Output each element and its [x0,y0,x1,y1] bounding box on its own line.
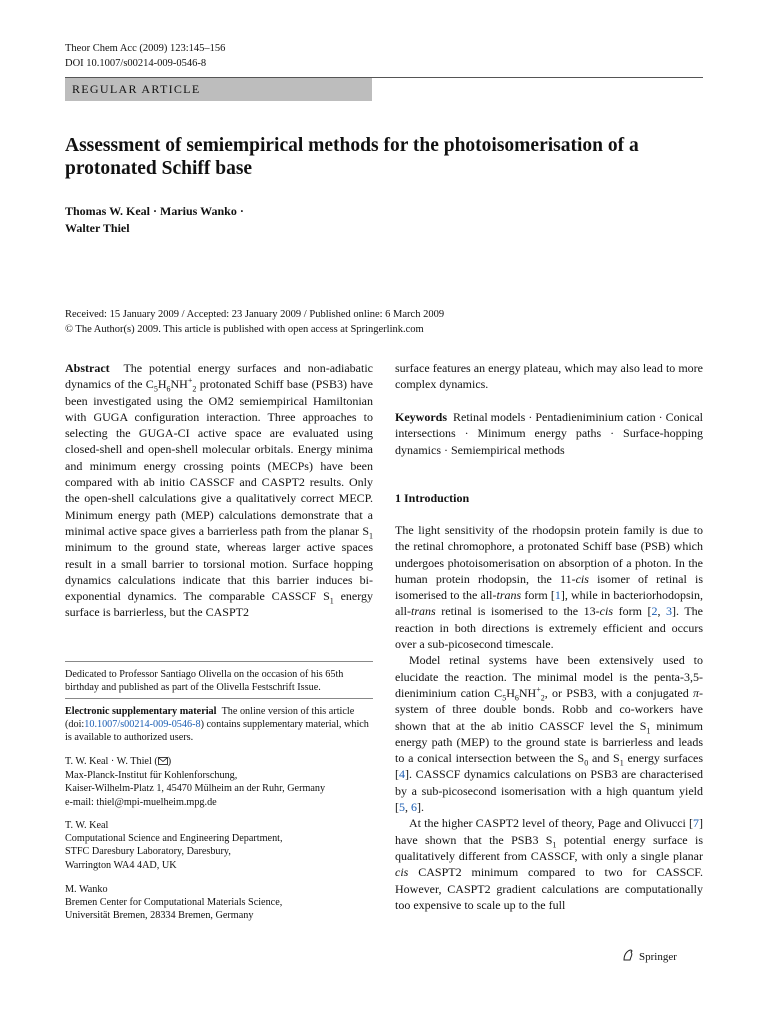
affiliation-2: T. W. Keal Computational Science and Engineering Department, STFC Daresbury Laboratory, Daresbury, Warrington WA4 4AD, UK [65,820,283,871]
section-heading-introduction: 1 Introduction [395,491,470,505]
contact-email[interactable]: e-mail: thiel@mpi-muelheim.mpg.de [65,796,217,808]
springer-horse-icon [621,948,635,965]
abstract-label: Abstract [65,361,110,375]
author-line-1: Thomas W. Keal · Marius Wanko · [65,204,244,218]
abstract-continued: surface features an energy plateau, which may also lead to more complex dynamics. [395,361,703,392]
received-dates: Received: 15 January 2009 / Accepted: 23 January 2009 / Published online: 6 March 2009 [65,309,445,320]
intro-paragraph-2: Model retinal systems have been extensively used to elucidate the reaction. The minimal model is the penta-3,5-dieniminium cation $C_5H_6NH^+_2$, or PSB3, with a conjugated π-system of three double bonds. Robb and co-workers have shown that at the ab initio CASSCF level the $S_1$ minimum energy path (MEP) to the ground state is barrierless and leads to a conical intersection between the $S_0$ and $S_1$ energy surfaces [4]. CASSCF dynamics calculations on PSB3 are characterised by a sub-picosecond isomerisation with a high quantum yield [5, 6]. [395,653,704,815]
keywords: Keywords Retinal models · Pentadieniminium cation · Conical intersections · Minimum energy paths · Surface-hopping dynamics · Semiempirical methods [395,410,703,457]
article-title: Assessment of semiempirical methods for the photoisomerisation of a protonated Schiff base [65,135,639,179]
publisher-logo [621,948,677,965]
citation-link[interactable]: 5 [399,800,405,815]
footnote-divider [65,661,373,662]
citation-link[interactable]: 7 [693,816,699,831]
citation-link[interactable]: 6 [411,800,417,815]
publisher-name: Springer [639,950,677,963]
intro-paragraph-3: At the higher CASPT2 level of theory, Page and Olivucci [7] have shown that the PSB3 $S_1$ potential energy surface is qualitatively different from CASSCF, with only a single planar cis CASPT2 minimum compared to two for CASSCF. However, CASPT2 gradient calculations are computationally too expensive to scale up to the full [395,816,703,912]
abstract: Abstract The potential energy surfaces and non-adiabatic dynamics of the $C_5H_6NH^+_2$ protonated Schiff base (PSB3) have been investigated using the OM2 semiempirical Hamiltonian with GUGA configuration interaction. Three approaches to selecting the GUGA-CI active space are evaluated using closed-shell and open-shell molecular orbitals. Energy minima and minimum energy crossing points (MECPs) have been compared with ab initio CASSCF and CASPT2 results. Only the open-shell calculations give a qualitatively correct MECP. Minimum energy path (MEP) calculations demonstrate that a minimal active space gives a barrierless path from the planar $S_1$ minimum to the ground state, whereas larger active spaces result in a small barrier to torsional motion. Surface hopping dynamics calculations indicate that this barrier induces bi-exponential dynamics. The comparable CASSCF $S_1$ energy surface is barrierless, but the CASPT2 [65,361,374,620]
introduction-body [395,522,703,913]
dedication-note: Dedicated to Professor Santiago Olivella on the occasion of his 65th birthday and published as part of the Olivella Festschrift Issue. [65,669,344,694]
citation-link[interactable]: 1 [554,588,561,603]
esm-doi-link[interactable]: 10.1007/s00214-009-0546-8 [84,719,201,731]
keywords-label: Keywords [395,410,447,424]
copyright-line: © The Author(s) 2009. This article is published with open access at Springerlink.com [65,324,424,335]
footnote-divider [65,698,373,699]
doi: DOI 10.1007/s00214-009-0546-8 [65,58,207,69]
publication-history [65,307,705,337]
citation-link[interactable]: 4 [399,767,405,782]
intro-paragraph-1: The light sensitivity of the rhodopsin protein family is due to the retinal chromophore, a protonated Schiff base (PSB) which undergoes photoisomerisation on absorption of a photon. In the human protein rhodopsin, the 11-cis isomer of retinal is isomerised to the all-trans form [1], while in bacteriorhodopsin, all-trans retinal is isomerised to the 13-cis form [2, 3]. The reaction in both directions is extremely efficient and occurs over a sub-picosecond timescale. [395,523,704,652]
affiliation-3: M. Wanko Bremen Center for Computational Materials Science, Universität Bremen, 28334 Bremen, Germany [65,884,283,922]
supplementary-note: Electronic supplementary material The online version of this article (doi:10.1007/s00214-009-0546-8) contains supplementary material, which is available to authorized users. [65,706,369,744]
citation-link[interactable]: 3 [666,604,673,619]
journal-citation: Theor Chem Acc (2009) 123:145–156 [65,43,226,54]
author-line-2: Walter Thiel [65,221,130,235]
article-type-bar: REGULAR ARTICLE [65,78,372,101]
author-list [65,203,365,237]
citation-link[interactable]: 2 [651,604,658,619]
affiliation-1: T. W. Keal · W. Thiel ( ) Max-Planck-Institut für Kohlenforschung, Kaiser-Wilhelm-Platz 1, 45470 Mülheim an der Ruhr, Germany e-mail: thiel@mpi-muelheim.mpg.de [65,755,373,809]
envelope-icon[interactable] [158,756,168,769]
